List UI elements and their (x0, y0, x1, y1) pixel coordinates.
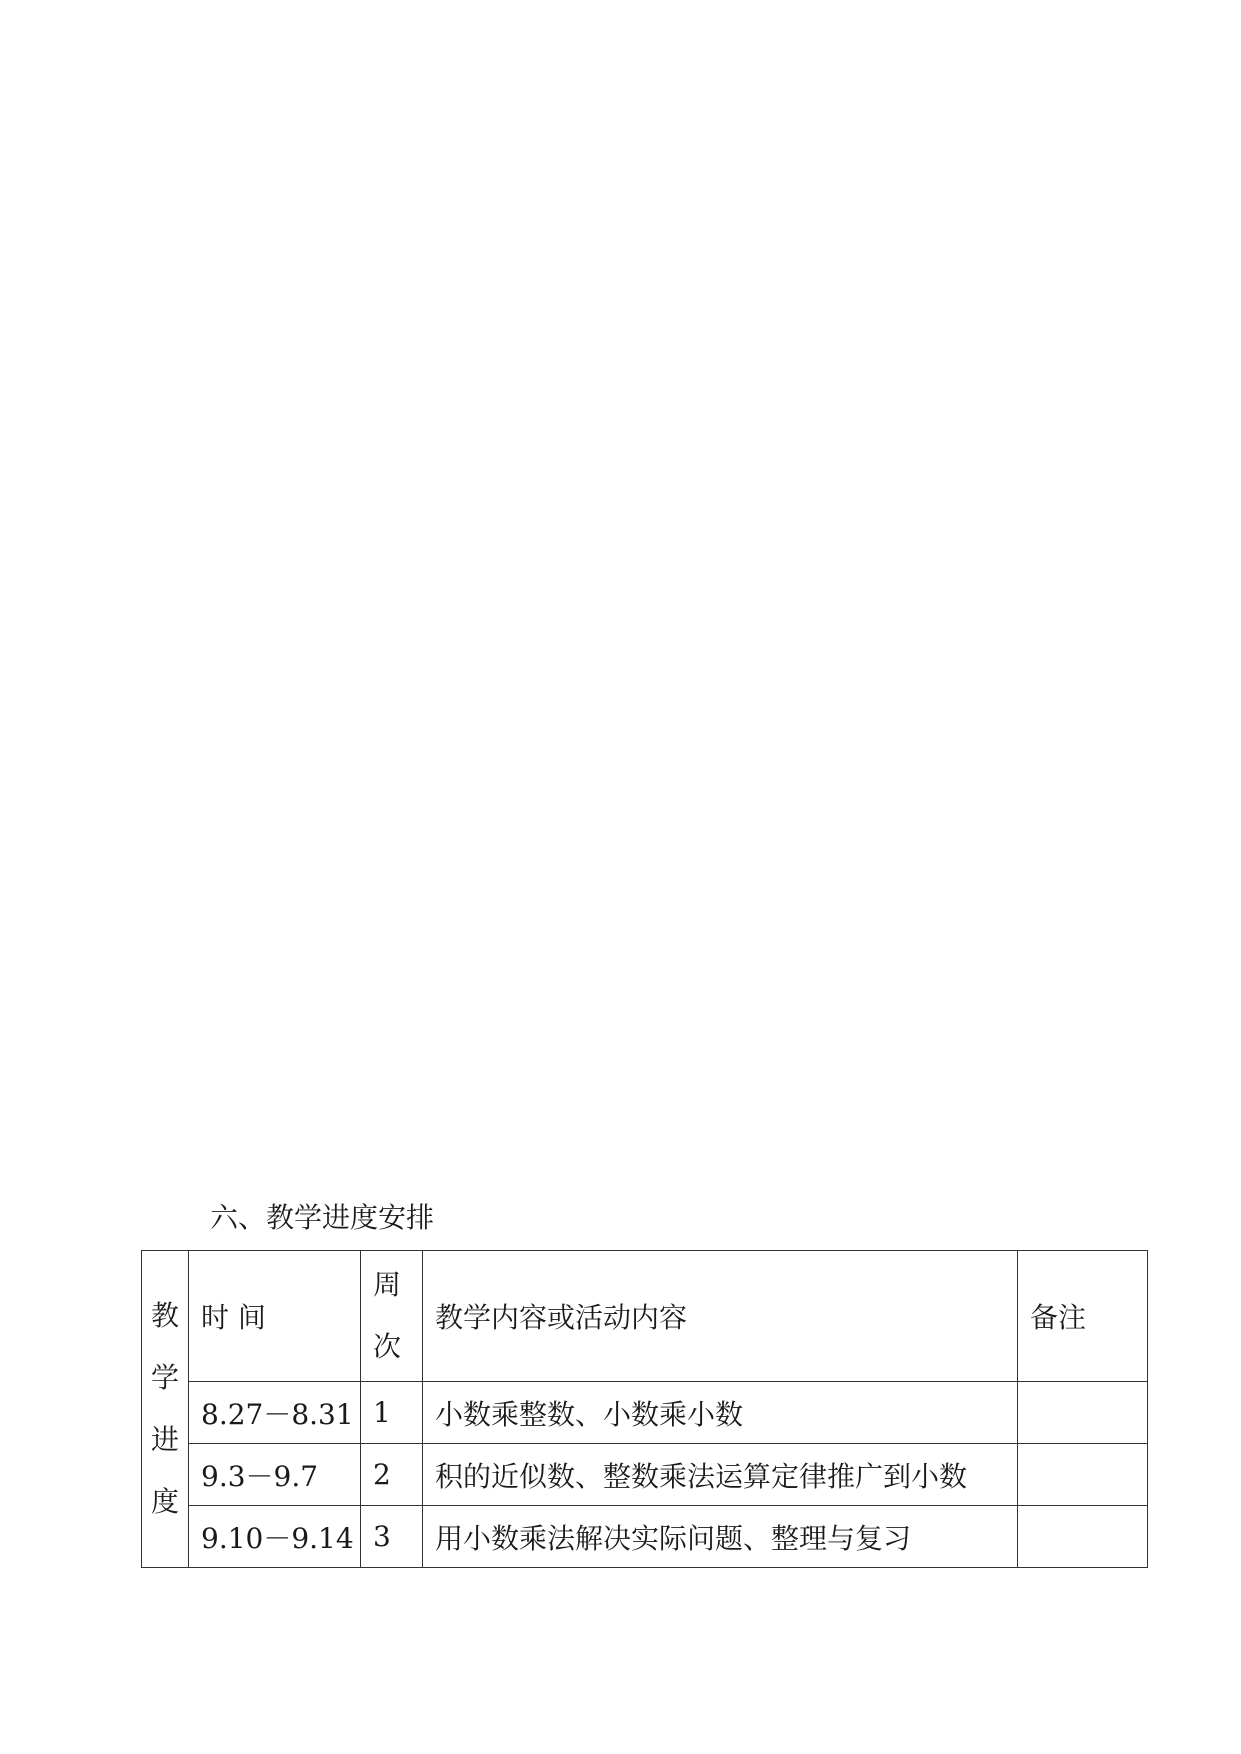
header-week-line1: 周 (373, 1268, 402, 1301)
header-notes: 备注 (1018, 1251, 1148, 1382)
side-label-cell (142, 1251, 189, 1568)
cell-notes (1018, 1444, 1148, 1506)
cell-week: 3 (361, 1506, 423, 1568)
header-week-line2: 次 (373, 1330, 402, 1363)
cell-week: 1 (361, 1382, 423, 1444)
cell-notes (1018, 1506, 1148, 1568)
cell-content: 用小数乘法解决实际问题、整理与复习 (423, 1506, 1018, 1568)
cell-time: 8.27－8.31 (189, 1382, 361, 1444)
header-week (361, 1251, 423, 1382)
cell-time: 9.10－9.14 (189, 1506, 361, 1568)
cell-content: 小数乘整数、小数乘小数 (423, 1382, 1018, 1444)
table-row (142, 1444, 1148, 1506)
schedule-table (141, 1250, 1148, 1568)
side-label: 教学进度 (150, 1299, 179, 1518)
header-content: 教学内容或活动内容 (423, 1251, 1018, 1382)
cell-week: 2 (361, 1444, 423, 1506)
header-time: 时 间 (189, 1251, 361, 1382)
cell-content: 积的近似数、整数乘法运算定律推广到小数 (423, 1444, 1018, 1506)
cell-time: 9.3－9.7 (189, 1444, 361, 1506)
table-header-row (142, 1251, 1148, 1382)
table-row (142, 1382, 1148, 1444)
table-row (142, 1506, 1148, 1568)
cell-notes (1018, 1382, 1148, 1444)
section-title: 六、教学进度安排 (210, 1201, 435, 1234)
